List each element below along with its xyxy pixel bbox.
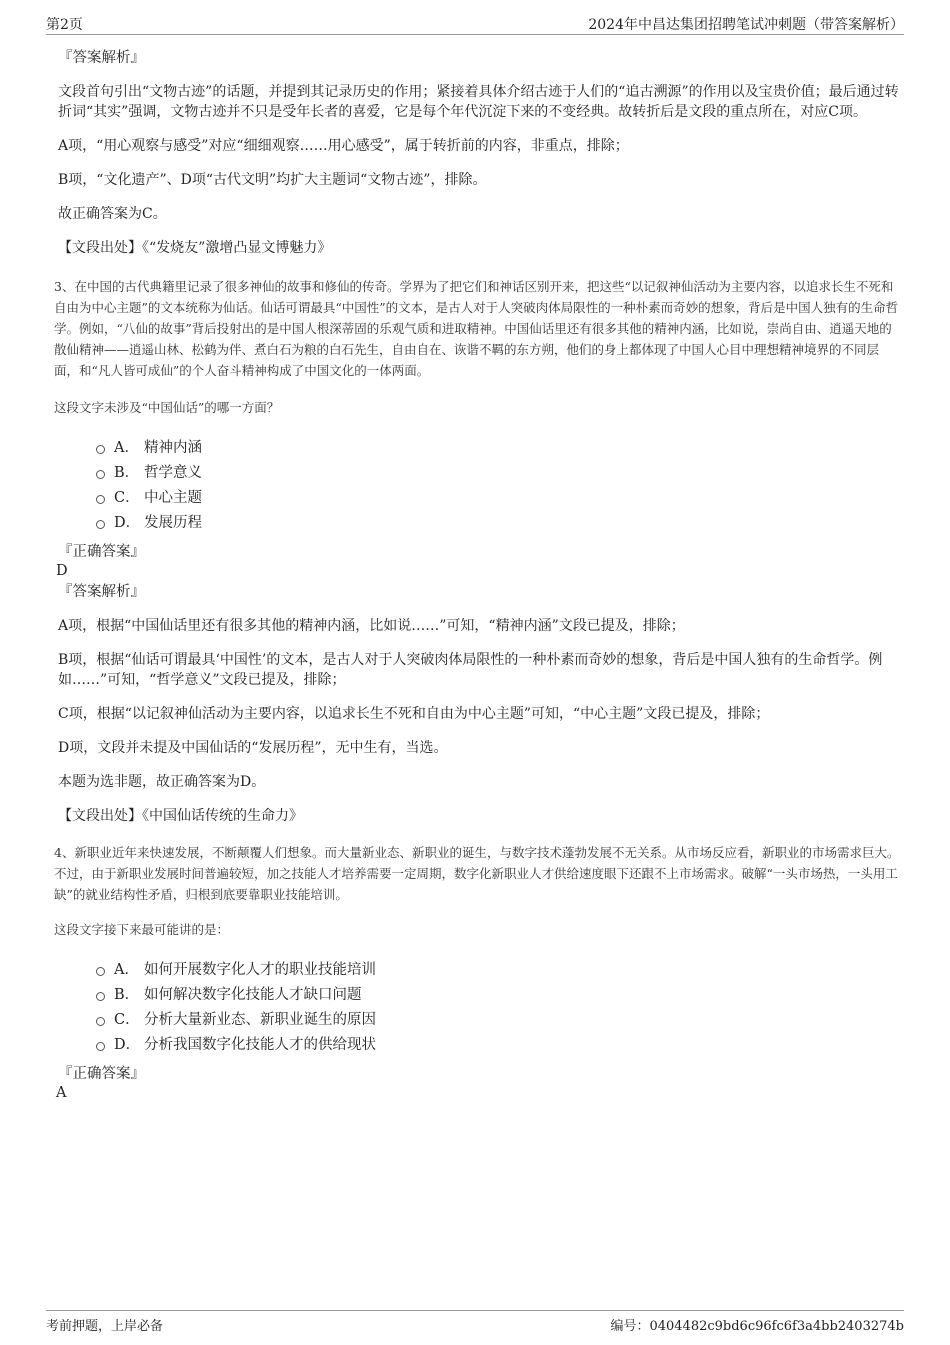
radio-icon[interactable] (96, 520, 105, 529)
radio-icon[interactable] (96, 1017, 105, 1026)
option-d[interactable]: D． 分析我国数字化技能人才的供给现状 (96, 1033, 902, 1058)
question-text: 3、在中国的古代典籍里记录了很多神仙的故事和修仙的传奇。学界为了把它们和神话区别开来，把这些“以记叙神仙活动为主要内容，以追求长生不死和自由为中心主题”的文本统称为仙话。仙话可谓最具“中国性”的文本，是古人对于人突破肉体局限性的一种朴素而奇妙的想象，背后是中国人独有的生命哲学。例如，“八仙的故事”背后投射出的是中国人根深蒂固的乐观气质和进取精神。中国仙话里还有很多其他的精神内涵，比如说，崇尚自由、逍遥天地的散仙精神——逍遥山林、松鹤为伴、煮白石为粮的白石先生，自由自在、诙谐不羁的东方朔，他们的身上都体现了中国人心目中理想精神境界的不同层面，和“凡人皆可成仙”的个人奋斗精神构成了中国文化的一体两面。 (54, 279, 899, 378)
radio-icon[interactable] (96, 967, 105, 976)
option-list (96, 436, 902, 536)
source-citation: 【文段出处】《中国仙话传统的生命力》 (58, 808, 303, 824)
correct-answer-label: 『正确答案』 (58, 1066, 145, 1082)
analysis-paragraph: B项，根据“仙话可谓最具‘中国性’的文本，是古人对于人突破肉体局限性的一种朴素而奇妙的想象，背后是中国人独有的生命哲学。例如……”可知，“哲学意义”文段已提及，排除； (58, 652, 883, 688)
question-prompt: 这段文字接下来最可能讲的是： (54, 922, 230, 937)
footer-slogan: 考前押题，上岸必备 (46, 1319, 164, 1334)
radio-icon[interactable] (96, 495, 105, 504)
option-list (96, 958, 902, 1058)
option-c[interactable]: C． 中心主题 (96, 486, 902, 511)
analysis-paragraph: D项，文段并未提及中国仙话的“发展历程”，无中生有，当选。 (58, 740, 448, 756)
analysis-paragraph: A项，根据“中国仙话里还有很多其他的精神内涵，比如说……”可知，“精神内涵”文段已提及，排除； (58, 618, 685, 634)
analysis-conclusion: 本题为选非题，故正确答案为D。 (58, 774, 266, 790)
option-c[interactable]: C． 分析大量新业态、新职业诞生的原因 (96, 1008, 902, 1033)
page-header (46, 12, 904, 35)
option-b[interactable]: B． 哲学意义 (96, 461, 902, 486)
correct-answer-label: 『正确答案』 (58, 544, 145, 560)
document-code: 编号：0404482c9bd6c96fc6f3a4bb2403274b (610, 1319, 904, 1334)
analysis-paragraph: C项，根据“以记叙神仙活动为主要内容，以追求长生不死和自由为中心主题”可知，“中心主题”文段已提及，排除； (58, 706, 770, 722)
source-citation: 【文段出处】《“发烧友”激增凸显文博魅力》 (58, 240, 332, 256)
analysis-conclusion: 故正确答案为C。 (58, 206, 167, 222)
page-footer (46, 1310, 904, 1335)
page-content (54, 44, 902, 1102)
radio-icon[interactable] (96, 1042, 105, 1051)
analysis-paragraph: A项，“用心观察与感受”对应“细细观察……用心感受”，属于转折前的内容，非重点，排除； (58, 138, 629, 154)
analysis-label: 『答案解析』 (58, 50, 145, 66)
option-a[interactable]: A． 精神内涵 (96, 436, 902, 461)
document-title: 2024年中昌达集团招聘笔试冲刺题（带答案解析） (588, 17, 904, 33)
analysis-paragraph: B项，“文化遗产”、D项“古代文明”均扩大主题词“文物古迹”，排除。 (58, 172, 487, 188)
option-a[interactable]: A． 如何开展数字化人才的职业技能培训 (96, 958, 902, 983)
radio-icon[interactable] (96, 470, 105, 479)
option-b[interactable]: B． 如何解决数字化技能人才缺口问题 (96, 983, 902, 1008)
radio-icon[interactable] (96, 992, 105, 1001)
question-text: 4、新职业近年来快速发展，不断颠覆人们想象。而大量新业态、新职业的诞生，与数字技术蓬勃发展不无关系。从市场反应看，新职业的市场需求巨大。不过，由于新职业发展时间普遍较短，加之技能人才培养需要一定周期，数字化新职业人才供给速度眼下还跟不上市场需求。破解“一头市场热，一头用工缺”的就业结构性矛盾，归根到底要靠职业技能培训。 (54, 845, 900, 902)
correct-answer: D (56, 563, 68, 579)
radio-icon[interactable] (96, 445, 105, 454)
correct-answer: A (56, 1085, 67, 1101)
question-prompt: 这段文字未涉及“中国仙话”的哪一方面？ (54, 400, 280, 415)
analysis-label: 『答案解析』 (58, 584, 145, 600)
analysis-paragraph: 文段首句引出“文物古迹”的话题，并提到其记录历史的作用；紧接着具体介绍古迹于人们的“追古溯源”的作用以及宝贵价值；最后通过转折词“其实”强调，文物古迹并不只是受年长者的喜爱，它是每个年代沉淀下来的不变经典。故转折后是文段的重点所在，对应C项。 (58, 84, 899, 120)
option-d[interactable]: D． 发展历程 (96, 511, 902, 536)
page-number: 第2页 (46, 17, 83, 33)
